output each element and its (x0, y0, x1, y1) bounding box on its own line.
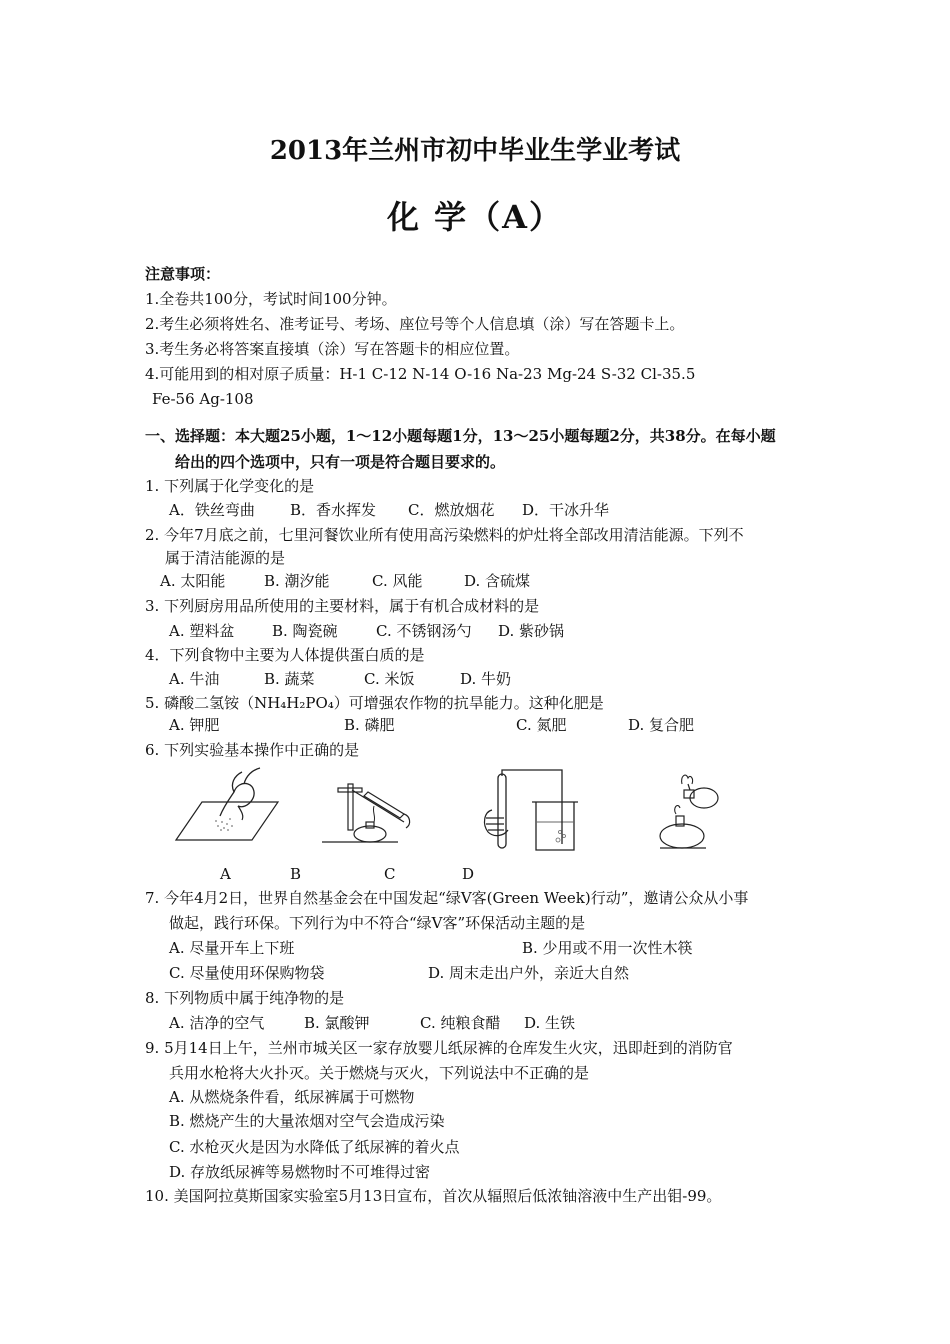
notes-heading: 注意事项： (145, 265, 221, 283)
q6-label-d: D (462, 865, 475, 883)
subject-title: 化 学（A） (387, 198, 563, 236)
q7-option-a: A. 尽量开车上下班 (169, 939, 295, 957)
q5-option-b: B. 磷肥 (344, 716, 395, 734)
q8-option-d: D. 生铁 (524, 1014, 576, 1032)
q7-option-d: D. 周末走出户外，亲近大自然 (428, 964, 630, 982)
q5-option-a: A. 钾肥 (169, 716, 220, 734)
q6-stem: 6. 下列实验基本操作中正确的是 (145, 741, 360, 759)
q4-option-d: D. 牛奶 (460, 670, 512, 688)
q4-option-a: A. 牛油 (169, 670, 220, 688)
q6-figure-b (318, 778, 414, 846)
q9-option-b: B. 燃烧产生的大量浓烟对空气会造成污染 (169, 1112, 445, 1130)
q7-option-b: B. 少用或不用一次性木筷 (522, 939, 693, 957)
q10-stem: 10. 美国阿拉莫斯国家实验室5月13日宣布，首次从辐照后低浓铀溶液中生产出钼-99。 (145, 1187, 722, 1205)
q3-option-a: A. 塑料盆 (169, 622, 235, 640)
section-heading-cont: 给出的四个选项中，只有一项是符合题目要求的。 (175, 453, 506, 471)
q8-option-c: C. 纯粮食醋 (420, 1014, 501, 1032)
q6-figure-d (652, 770, 734, 852)
q5-stem: 5. 磷酸二氢铵（NH₄H₂PO₄）可增强农作物的抗旱能力。这种化肥是 (145, 694, 604, 712)
q8-option-a: A. 洁净的空气 (169, 1014, 265, 1032)
q5-option-d: D. 复合肥 (628, 716, 695, 734)
q3-option-b: B. 陶瓷碗 (272, 622, 338, 640)
note-item-4-cont: Fe-56 Ag-108 (152, 390, 254, 408)
q7-stem: 7. 今年4月2日，世界自然基金会在中国发起“绿Ⅴ客(Green Week)行动”，邀请公众从小事 (145, 889, 749, 907)
q3-option-c: C. 不锈钢汤勺 (376, 622, 472, 640)
q6-label-c: C (384, 865, 396, 883)
q6-figure-c (474, 766, 586, 856)
q1-option-b: B．香水挥发 (290, 501, 377, 519)
q6-figure-a (172, 764, 280, 846)
q2-stem: 2. 今年7月底之前，七里河餐饮业所有使用高污染燃料的炉灶将全部改用清洁能源。下列不 (145, 526, 744, 544)
q4-stem: 4．下列食物中主要为人体提供蛋白质的是 (145, 646, 425, 664)
q1-stem: 1. 下列属于化学变化的是 (145, 477, 315, 495)
q6-label-b: B (290, 865, 302, 883)
q3-stem: 3. 下列厨房用品所使用的主要材料，属于有机合成材料的是 (145, 597, 540, 615)
q4-option-c: C. 米饭 (364, 670, 415, 688)
note-item-4: 4.可能用到的相对原子质量：H-1 C-12 N-14 O-16 Na-23 Mg-24 S-32 Cl-35.5 (145, 365, 696, 383)
q2-option-a: A. 太阳能 (160, 572, 226, 590)
note-item-1: 1.全卷共100分，考试时间100分钟。 (145, 290, 397, 308)
q1-option-c: C．燃放烟花 (408, 501, 495, 519)
q7-stem-cont: 做起，践行环保。下列行为中不符合“绿Ⅴ客”环保活动主题的是 (169, 914, 586, 932)
note-item-2: 2.考生必须将姓名、准考证号、考场、座位号等个人信息填（涂）写在答题卡上。 (145, 315, 685, 333)
q9-option-c: C. 水枪灭火是因为水降低了纸尿裤的着火点 (169, 1138, 460, 1156)
q2-option-d: D. 含硫煤 (464, 572, 531, 590)
q1-option-d: D．干冰升华 (522, 501, 610, 519)
exam-title: 2013年兰州市初中毕业生学业考试 (269, 136, 681, 166)
q9-stem: 9. 5月14日上午，兰州市城关区一家存放婴儿纸尿裤的仓库发生火灾，迅即赶到的消防官 (145, 1039, 733, 1057)
q2-option-c: C. 风能 (372, 572, 423, 590)
q9-stem-cont: 兵用水枪将大火扑灭。关于燃烧与灭火，下列说法中不正确的是 (169, 1064, 590, 1082)
q8-stem: 8. 下列物质中属于纯净物的是 (145, 989, 345, 1007)
q8-option-b: B. 氯酸钾 (304, 1014, 370, 1032)
q3-option-d: D. 紫砂锅 (498, 622, 565, 640)
q9-option-a: A. 从燃烧条件看，纸尿裤属于可燃物 (169, 1088, 415, 1106)
q9-option-d: D. 存放纸尿裤等易燃物时不可堆得过密 (169, 1163, 431, 1181)
q4-option-b: B. 蔬菜 (264, 670, 315, 688)
q5-option-c: C. 氮肥 (516, 716, 567, 734)
q2-stem-cont: 属于清洁能源的是 (165, 549, 286, 567)
note-item-3: 3.考生务必将答案直接填（涂）写在答题卡的相应位置。 (145, 340, 520, 358)
q2-option-b: B. 潮汐能 (264, 572, 330, 590)
q6-label-a: A (220, 865, 231, 883)
q7-option-c: C. 尽量使用环保购物袋 (169, 964, 325, 982)
q1-option-a: A．铁丝弯曲 (169, 501, 255, 519)
section-heading: 一、选择题：本大题25小题，1～12小题每题1分，13～25小题每题2分，共38分。在每小题 (145, 427, 776, 445)
